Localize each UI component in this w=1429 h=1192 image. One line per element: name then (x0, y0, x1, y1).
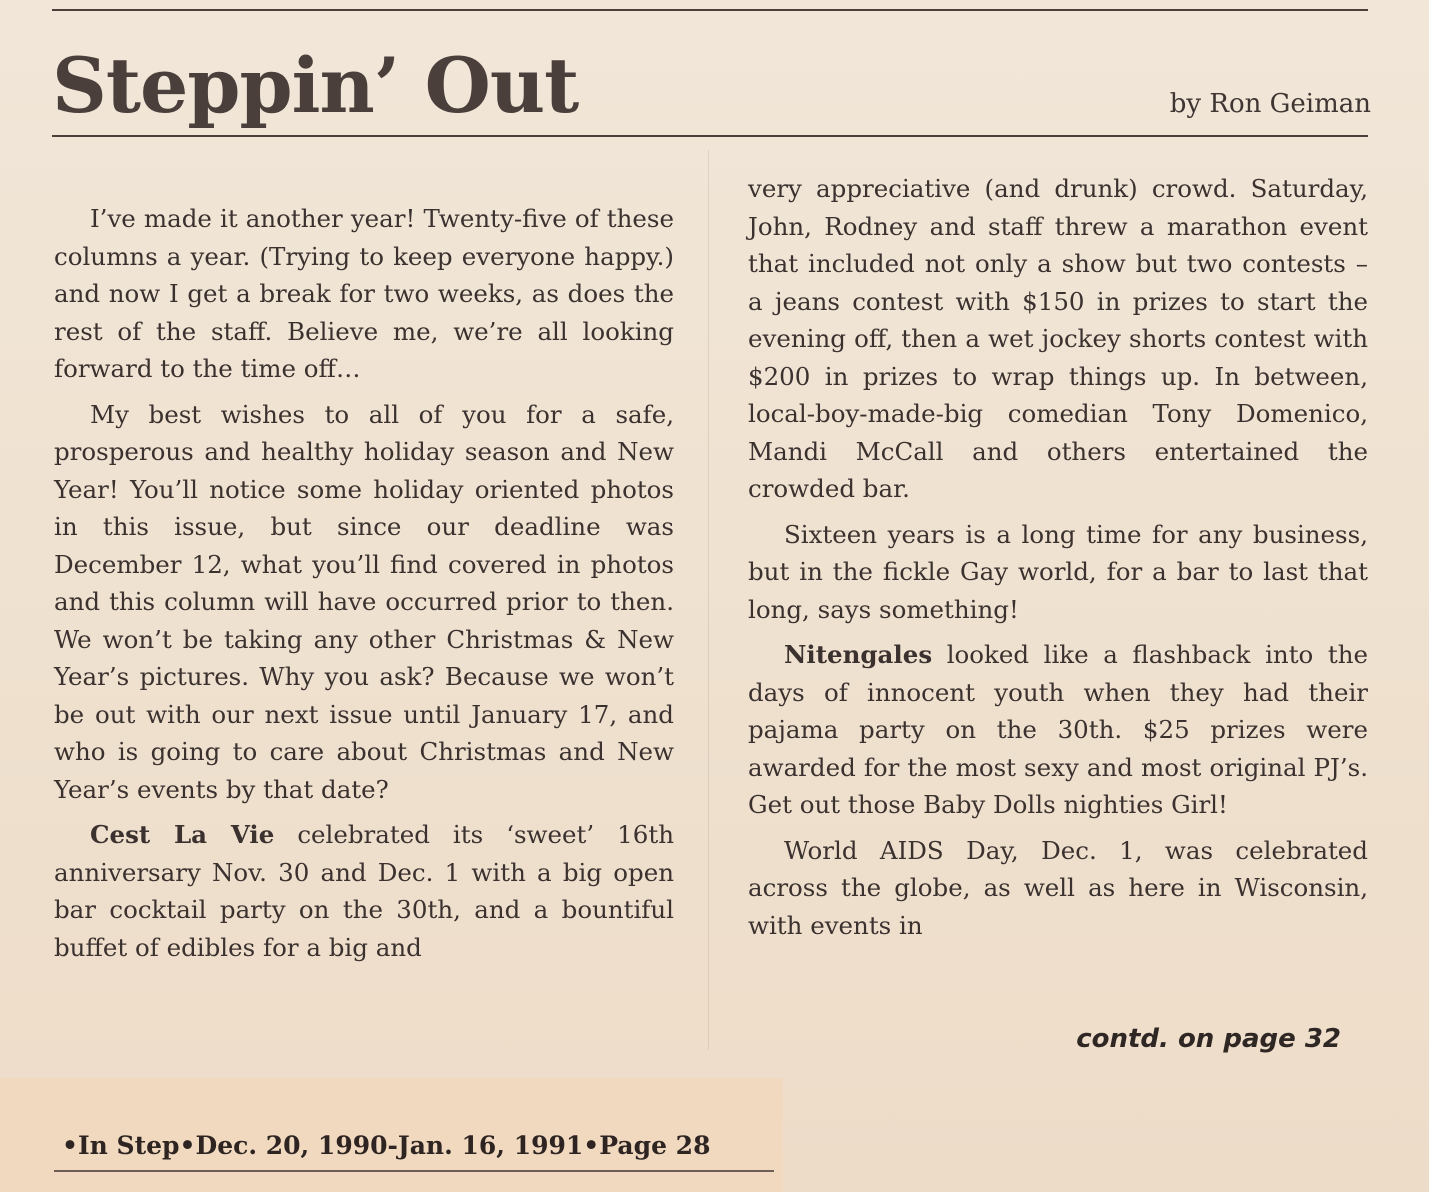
paragraph-text: Sixteen years is a long time for any business, but in the fickle Gay world, for a bar to last that long, says something! (748, 519, 1368, 624)
continued-notice: contd. on page 32 (1076, 1024, 1341, 1054)
paragraph-text: World AIDS Day, Dec. 1, was celebrated across the globe, as well as here in Wisconsin, with events in (748, 835, 1368, 940)
paragraph-text: My best wishes to all of you for a safe, prosperous and healthy holiday season and New Year! You’ll notice some holiday oriented photos in this issue, but since our deadline was December 12, what you’ll find covered in photos and this column will have occurred prior to then. We won’t be taking any other Christmas & New Year’s pictures. Why you ask? Because we won’t be out with our next issue until January 17, and who is going to care about Christmas and New Year’s events by that date? (54, 399, 674, 804)
column-title: Steppin’ Out (52, 41, 579, 130)
paragraph-lead: Nitengales (784, 640, 933, 669)
paragraph-lead: Cest La Vie (90, 820, 275, 849)
column-gutter (708, 150, 709, 1050)
paragraph (748, 832, 1368, 945)
paragraph (54, 816, 674, 966)
paragraph-text: celebrated its ‘sweet’ 16th anniversary Nov. 30 and Dec. 1 with a big open bar cocktail party on the 30th, and a bountiful buffet of edibles for a big and (54, 820, 674, 962)
paragraph-text: looked like a flashback into the days of innocent youth when they had their pajama party on the 30th. $25 prizes were awarded for the most sexy and most original PJ’s. Get out those Baby Dolls nighties Girl! (748, 640, 1368, 819)
paragraph (748, 516, 1368, 629)
top-rule (52, 9, 1368, 11)
footer-rule (54, 1170, 774, 1172)
paragraph (54, 200, 674, 388)
byline: by Ron Geiman (1169, 89, 1371, 119)
header-rule (52, 135, 1368, 137)
page-footer: •In Step•Dec. 20, 1990-Jan. 16, 1991•Page 28 (62, 1131, 711, 1160)
paragraph-text: very appreciative (and drunk) crowd. Saturday, John, Rodney and staff threw a marathon event that included not only a show but two contests – a jeans contest with $150 in prizes to start the evening off, then a wet jockey shorts contest with $200 in prizes to wrap things up. In between, local-boy-made-big comedian Tony Domenico, Mandi McCall and others entertained the crowded bar. (748, 174, 1368, 503)
paragraph (748, 170, 1368, 508)
paragraph (748, 636, 1368, 824)
left-column (54, 200, 674, 974)
paragraph (54, 396, 674, 809)
right-column (748, 170, 1368, 952)
paragraph-text: I’ve made it another year! Twenty-five of these columns a year. (Trying to keep everyone happy.) and now I get a break for two weeks, as does the rest of the staff. Believe me, we’re all looking forward to the time off… (54, 204, 674, 383)
